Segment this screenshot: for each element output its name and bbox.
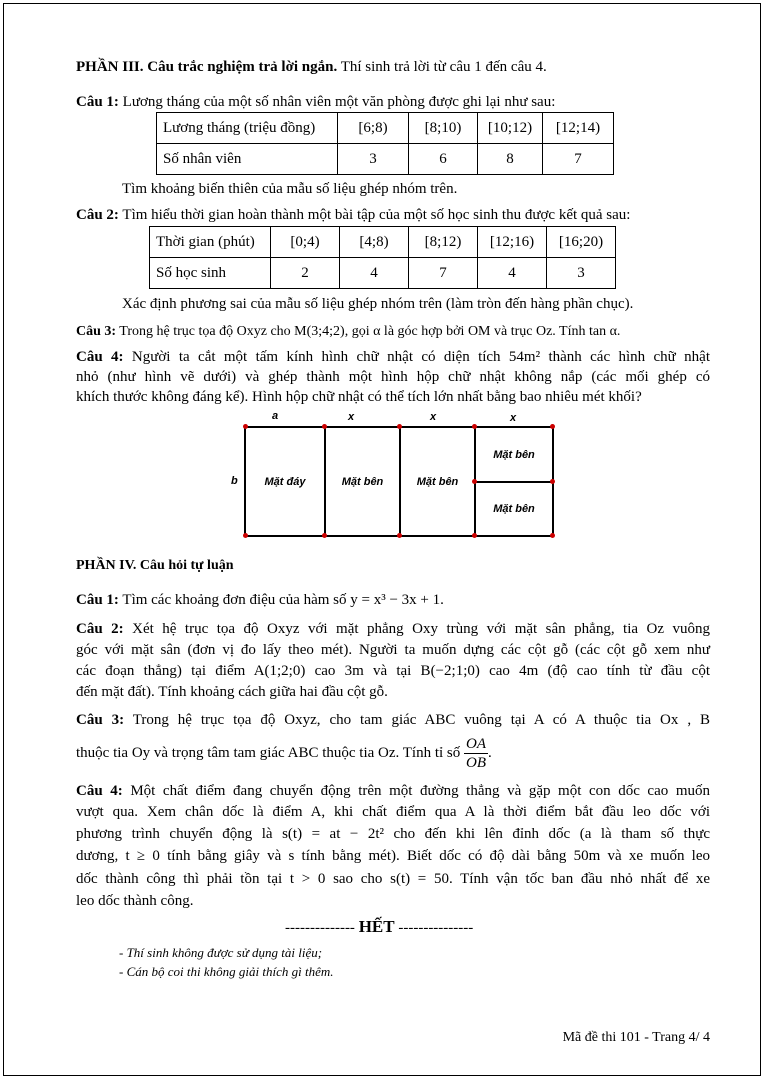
cell-mat-ben: Mặt bên xyxy=(324,426,401,537)
q4-line2: nhỏ (như hình vẽ dưới) và ghép thành một hình hộp chữ nhật không nắp (các mối ghép có xyxy=(76,369,710,385)
e2-line2: góc với mặt sân (đơn vị đo lấy theo mét). Người ta muốn dựng các cột gỗ (các cột gỗ xem như xyxy=(76,642,710,658)
corner-dot xyxy=(322,533,327,538)
q1-prompt: Câu 1: Lương tháng của một số nhân viên một văn phòng được ghi lại như sau: xyxy=(76,94,556,110)
e3-line2: thuộc tia Oy và trọng tâm tam giác ABC thuộc tia Oz. Tính tỉ số $\frac{OA}{OB}$ . xyxy=(76,736,492,772)
corner-dot xyxy=(472,479,477,484)
table-row: Số học sinh 2 4 7 4 3 xyxy=(150,258,616,289)
label-x: x xyxy=(348,411,355,423)
corner-dot xyxy=(322,424,327,429)
corner-dot xyxy=(472,533,477,538)
cell-mat-ben: Mặt bên xyxy=(474,426,554,483)
q3-prompt: Câu 3: Trong hệ trục tọa độ Oxyz cho M(3;4;2), gọi α là góc hợp bởi OM và trục Oz. Tính tan α. xyxy=(76,324,621,339)
cell-mat-ben: Mặt bên xyxy=(399,426,476,537)
label-b: b xyxy=(231,475,238,487)
corner-dot xyxy=(243,533,248,538)
note-1: - Thí sinh không được sử dụng tài liệu; xyxy=(119,945,323,960)
q2-prompt: Câu 2: Tìm hiểu thời gian hoàn thành một bài tập của một số học sinh thu được kết quả sau: xyxy=(76,207,631,223)
e4-line1: Câu 4: Một chất điểm đang chuyển động trên một đường thẳng và gặp một con dốc cao muốn xyxy=(76,783,710,799)
e3-line1: Câu 3: Trong hệ trục tọa độ Oxyz, cho tam giác ABC vuông tại A có A thuộc tia Ox , B xyxy=(76,712,710,728)
q1-table xyxy=(156,112,614,175)
corner-dot xyxy=(550,479,555,484)
ratio-fraction: $\frac{OA}{OB}$ xyxy=(466,736,486,772)
q4-line3: khích thước không đáng kể). Hình hộp chữ nhật có thể tích lớn nhất bằng bao nhiêu mét khối? xyxy=(76,389,642,405)
q2-table xyxy=(149,226,616,289)
cell-mat-day: Mặt đáy xyxy=(244,426,326,537)
q1-task: Tìm khoảng biến thiên của mẫu số liệu ghép nhóm trên. xyxy=(122,181,458,197)
corner-dot xyxy=(550,424,555,429)
table-row: Số nhân viên 3 6 8 7 xyxy=(157,144,614,175)
part3-title: PHẦN III. Câu trắc nghiệm trả lời ngắn. Thí sinh trả lời từ câu 1 đến câu 4. xyxy=(76,59,547,75)
e2-line1: Câu 2: Xét hệ trục tọa độ Oxyz với mặt phẳng Oxy trùng với mặt sân phẳng, tia Oz vuông xyxy=(76,621,710,637)
q4-line1: Câu 4: Người ta cắt một tấm kính hình chữ nhật có diện tích 54m² thành các hình chữ nhật xyxy=(76,349,710,365)
e4-line3: phương trình chuyển động là s(t) = at − 2t² cho đến khi lên đỉnh dốc (a là tham số thực xyxy=(76,826,710,842)
e4-line4: dương, t ≥ 0 tính bằng giây và s tính bằng mét). Biết dốc có độ dài bằng 50m và xe muốn leo xyxy=(76,848,710,864)
e1-prompt: Câu 1: Tìm các khoảng đơn điệu của hàm số y = x³ − 3x + 1. xyxy=(76,592,444,608)
cell-mat-ben: Mặt bên xyxy=(474,481,554,537)
label-a: a xyxy=(272,410,279,422)
e2-line3: các đoạn thẳng) tại điểm A(1;2;0) cao 3m và tại B(−2;1;0) cao 4m (độ cao tính từ đầu cột xyxy=(76,663,710,679)
corner-dot xyxy=(550,533,555,538)
page-footer: Mã đề thi 101 - Trang 4/ 4 xyxy=(562,1030,710,1045)
e2-line4: đến mặt đất). Tính khoảng cách giữa hai đầu cột gỗ. xyxy=(76,684,388,700)
corner-dot xyxy=(397,533,402,538)
corner-dot xyxy=(397,424,402,429)
e4-line5: dốc thành công thì phải tồn tại t > 0 sao cho s(t) = 50. Tính vận tốc ban đầu nhỏ nhất để xe xyxy=(76,871,710,887)
table-row: Thời gian (phút) [0;4) [4;8) [8;12) [12;16) [16;20) xyxy=(150,227,616,258)
q2-task: Xác định phương sai của mẫu số liệu ghép nhóm trên (làm tròn đến hàng phần chục). xyxy=(122,296,634,312)
e4-line6: leo dốc thành công. xyxy=(76,893,194,909)
corner-dot xyxy=(472,424,477,429)
e4-line2: vượt qua. Xem chân dốc là điểm A, khi chất điểm qua A là thời điểm bắt đầu leo dốc với xyxy=(76,804,710,820)
note-2: - Cán bộ coi thi không giải thích gì thêm. xyxy=(119,964,334,979)
part4-title: PHẦN IV. Câu hỏi tự luận xyxy=(76,558,234,573)
corner-dot xyxy=(243,424,248,429)
table-row: Lương tháng (triệu đồng) [6;8) [8;10) [10;12) [12;14) xyxy=(157,113,614,144)
label-x: x xyxy=(510,412,517,424)
end-marker: -------------- HẾT --------------- xyxy=(285,917,474,936)
label-x: x xyxy=(430,411,437,423)
